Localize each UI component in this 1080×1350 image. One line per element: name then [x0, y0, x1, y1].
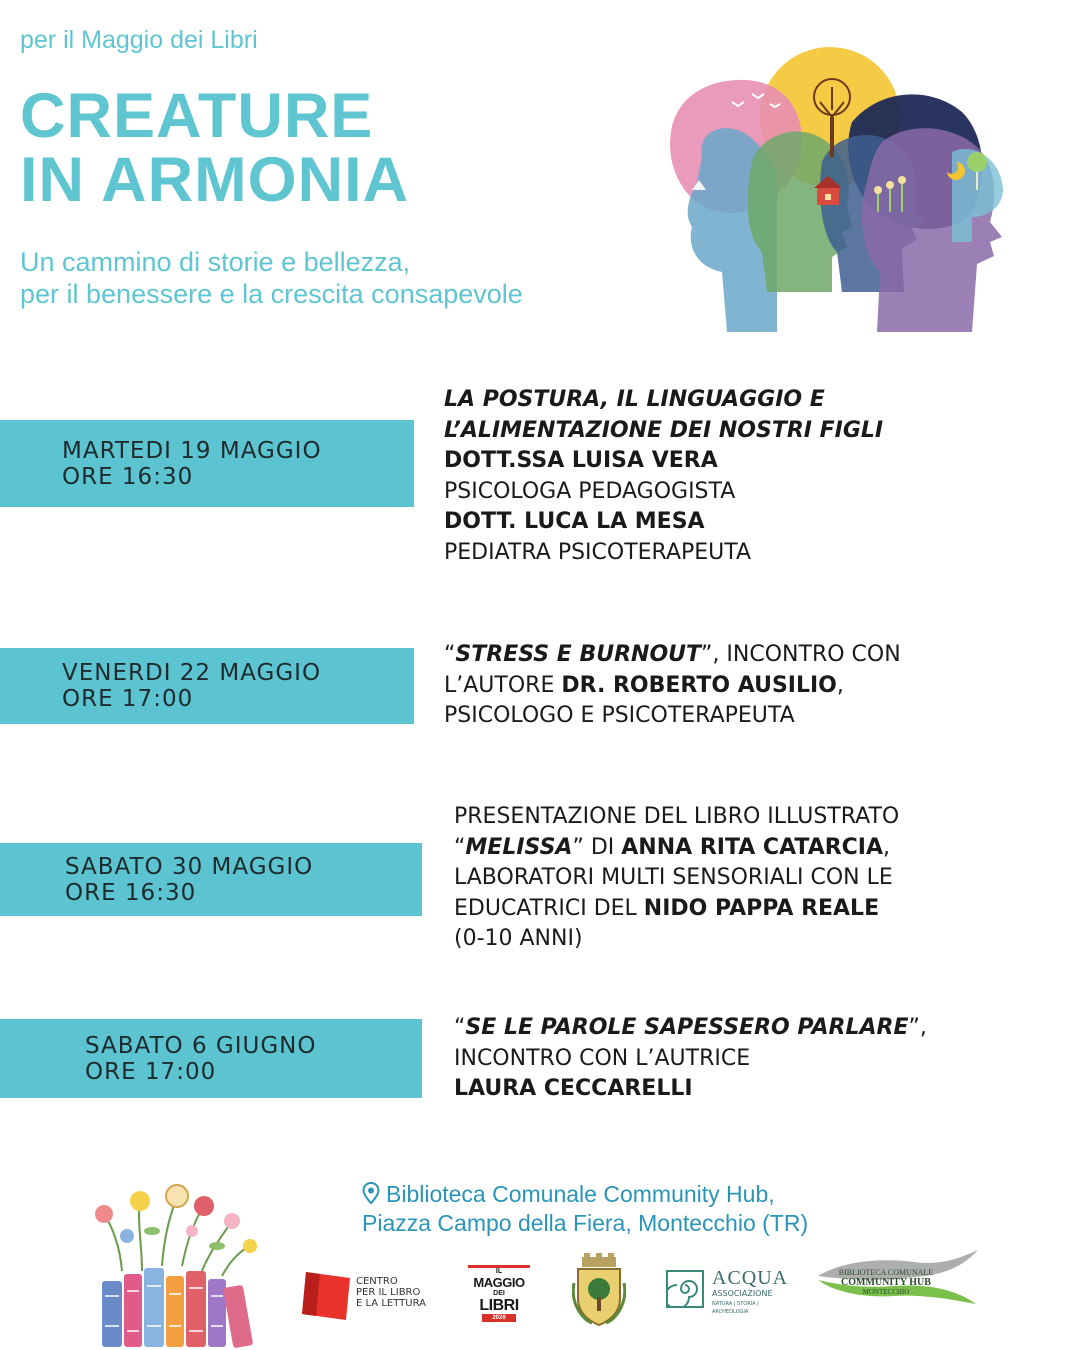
event-2-title: STRESS E BURNOUT: [455, 642, 702, 667]
cepell-mark-icon: [300, 1268, 352, 1322]
cepell-line-3: E LA LETTURA: [356, 1298, 426, 1309]
event-2-line-2-pre: L’AUTORE: [444, 672, 562, 698]
event-4-date-band: [0, 1019, 422, 1098]
event-1-speaker-1-role: PSICOLOGA PEDAGOGISTA: [444, 478, 736, 504]
books-flowers-illustration: [82, 1176, 262, 1350]
hub-line-1: BIBLIOTECA COMUNALE: [838, 1268, 934, 1277]
cepell-line-2: PER IL LIBRO: [356, 1287, 421, 1298]
event-2-speaker-role: PSICOLOGO E PSICOTERAPEUTA: [444, 703, 795, 728]
quote-open: “: [454, 1015, 466, 1040]
event-4-date: SABATO 6 GIUGNO: [85, 1032, 317, 1059]
maggio-dei-libri-logo: [468, 1265, 530, 1325]
acqua-tag: NATURA | STORIA | ARCHEOLOGIA: [712, 1301, 759, 1315]
event-1-speaker-2-role: PEDIATRA PSICOTERAPEUTA: [444, 539, 752, 565]
event-3-author: ANNA RITA CATARCIA: [621, 834, 884, 860]
maggio-year: 2026: [482, 1314, 516, 1322]
event-3-description: [454, 802, 899, 955]
acqua-associazione-logo: [666, 1268, 794, 1314]
location-pin-icon: [362, 1182, 380, 1204]
event-4-line-2: INCONTRO CON L’AUTRICE: [454, 1045, 751, 1071]
heads-illustration: [652, 42, 1014, 334]
event-2-date-band: [0, 648, 414, 724]
subtitle-line-2: per il benessere e la crescita consapevole: [20, 279, 523, 309]
event-3-line-2-post: ,: [883, 834, 891, 860]
event-2-description: [444, 640, 901, 732]
acqua-name: ACQUA: [712, 1267, 789, 1289]
event-1-title-line-2: L’ALIMENTAZIONE DEI NOSTRI FIGLI: [444, 417, 884, 443]
event-3-nursery: NIDO PAPPA REALE: [643, 895, 880, 921]
event-1-time: ORE 16:30: [62, 463, 194, 490]
event-1-date-band: [0, 420, 414, 507]
title-line-2: IN ARMONIA: [20, 145, 410, 215]
quote-open: “: [444, 642, 456, 667]
event-3-book-title: MELISSA: [465, 834, 573, 860]
cepell-logo: [300, 1268, 445, 1324]
maggio-line-1: IL: [495, 1268, 503, 1275]
event-1-description: [444, 385, 883, 568]
event-4-line-1-rest: ”,: [908, 1015, 927, 1040]
event-3-line-3: LABORATORI MULTI SENSORIALI CON LE: [454, 865, 893, 890]
quote-open: “: [454, 834, 466, 860]
acqua-spiral-icon: [666, 1270, 704, 1308]
event-location: [362, 1180, 808, 1238]
event-4-description: [454, 1013, 927, 1105]
event-4-time: ORE 17:00: [85, 1058, 217, 1085]
event-3-line-4-pre: EDUCATRICI DEL: [454, 895, 644, 921]
location-line-1: Biblioteca Comunale Community Hub,: [386, 1181, 775, 1207]
maggio-line-2: MAGGIO: [473, 1275, 525, 1290]
page-title: [20, 81, 410, 215]
event-3-date: SABATO 30 MAGGIO: [65, 853, 314, 880]
event-3-line-2-mid: ” DI: [572, 834, 622, 860]
hub-line-2: COMMUNITY HUB: [841, 1277, 931, 1288]
event-1-title-line-1: LA POSTURA, IL LINGUAGGIO E: [444, 387, 825, 412]
event-4-title: SE LE PAROLE SAPESSERO PARLARE: [465, 1015, 909, 1040]
maggio-line-4: LIBRI: [479, 1297, 519, 1314]
location-line-2: Piazza Campo della Fiera, Montecchio (TR): [362, 1210, 809, 1236]
cepell-line-1: CENTRO: [356, 1276, 398, 1287]
event-3-age: (0-10 ANNI): [454, 926, 583, 951]
community-hub-logo: [814, 1246, 982, 1308]
event-2-time: ORE 17:00: [62, 686, 194, 712]
maggio-line-3: DEI: [493, 1290, 505, 1297]
event-2-line-1-rest: ”, INCONTRO CON: [701, 642, 901, 667]
acqua-sub: ASSOCIAZIONE: [712, 1289, 773, 1298]
hub-line-3: MONTECCHIO: [862, 1288, 910, 1296]
event-2-line-2-post: ,: [836, 672, 844, 698]
municipal-crest-icon: [572, 1253, 626, 1327]
event-1-date: MARTEDI 19 MAGGIO: [62, 437, 322, 464]
subtitle: [20, 246, 523, 310]
event-3-line-1: PRESENTAZIONE DEL LIBRO ILLUSTRATO: [454, 804, 900, 829]
event-1-speaker-1: DOTT.SSA LUISA VERA: [444, 448, 718, 473]
title-line-1: CREATURE: [20, 81, 374, 151]
event-3-time: ORE 16:30: [65, 879, 197, 906]
event-2-speaker: DR. ROBERTO AUSILIO: [561, 672, 837, 698]
event-4-author: LAURA CECCARELLI: [454, 1076, 693, 1101]
event-2-date: VENERDI 22 MAGGIO: [62, 660, 322, 686]
subtitle-line-1: Un cammino di storie e bellezza,: [20, 247, 411, 277]
kicker-text: per il Maggio dei Libri: [20, 26, 258, 54]
event-1-speaker-2: DOTT. LUCA LA MESA: [444, 509, 705, 534]
event-3-date-band: [0, 843, 422, 916]
